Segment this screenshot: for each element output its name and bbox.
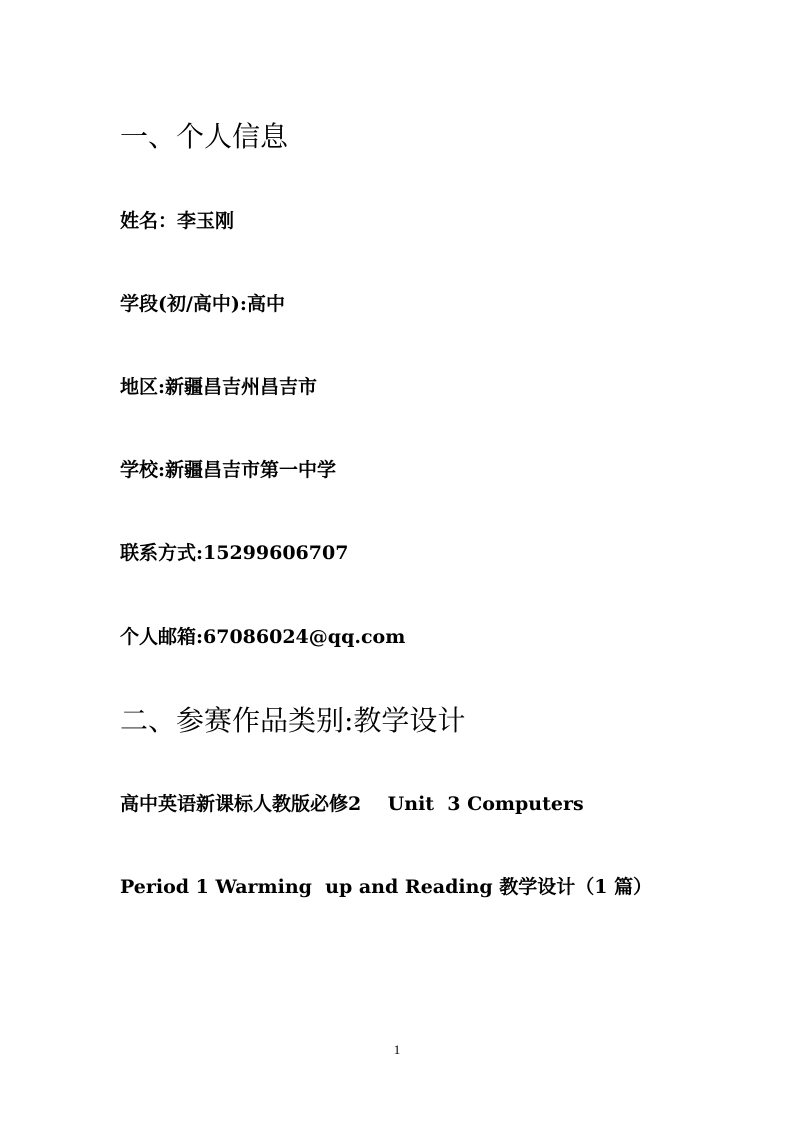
field-value: 67086024@qq.com: [203, 626, 406, 648]
page-number: 1: [393, 1042, 401, 1057]
field-label: 个人邮箱:: [120, 626, 204, 648]
course-title-line: 高中英语新课标人教版必修2 Unit 3 Computers: [120, 793, 584, 815]
field-value: 高中: [246, 293, 285, 315]
field-school: [120, 458, 336, 482]
field-value: 新疆昌吉州昌吉市: [165, 376, 318, 398]
field-label: 学段(初/高中):: [120, 293, 247, 315]
field-contact: [120, 541, 348, 565]
field-region: [120, 375, 317, 399]
field-value: 15299606707: [203, 542, 349, 564]
field-value: 李玉刚: [177, 210, 235, 232]
section-heading-personal-info: 一、个人信息: [120, 120, 289, 153]
field-label: 学校:: [120, 459, 166, 481]
field-label: 地区:: [120, 376, 166, 398]
field-school-stage: [120, 292, 285, 316]
field-name: [120, 209, 234, 233]
field-email: [120, 625, 405, 649]
field-value: 新疆昌吉市第一中学: [165, 459, 337, 481]
section-heading-entry-category: 二、参赛作品类别:教学设计: [120, 704, 466, 737]
period-title-line: Period 1 Warming up and Reading 教学设计（1 篇）: [120, 876, 653, 898]
field-label: 联系方式:: [120, 542, 204, 564]
field-label: 姓名：: [120, 210, 178, 232]
